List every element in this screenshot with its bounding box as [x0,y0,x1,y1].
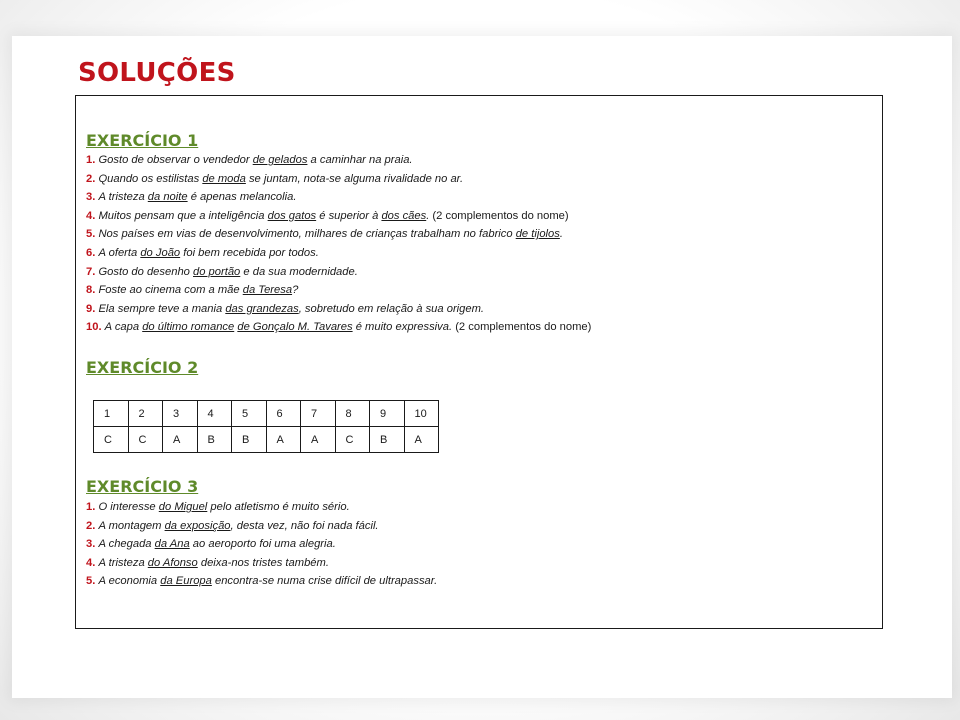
sentence-text: ? [292,284,299,297]
sentence-text: A capa [104,321,143,334]
sentence-number: 1. [86,154,99,166]
sentence-text: é muito expressiva. [352,321,453,334]
sentence-text: Ela sempre teve a mania [98,302,226,315]
sentence-text: A tristeza [98,191,148,204]
sentence-number: 9. [86,302,99,315]
exercise-2-heading: EXERCÍCIO 2 [86,358,199,377]
exercise-1-list [86,151,591,337]
answer-cell: C [94,427,129,453]
sentence-text: A chegada [98,538,155,551]
sentence-text: e da sua modernidade. [240,265,358,278]
sentence-text: ao aeroporto foi uma alegria. [189,538,336,551]
sentence-text: , sobretudo em relação à sua origem. [298,302,485,315]
sentence-number: 2. [86,519,99,532]
noun-complement: do João [140,246,181,259]
noun-complement: da noite [147,191,188,204]
sentence-line [86,572,437,591]
sentence-number: 8. [86,284,99,297]
noun-complement: da Europa [160,575,212,588]
sentence-text: A oferta [98,246,141,259]
sentence-number: 3. [86,191,99,204]
sentence-number: 4. [86,209,99,222]
sentence-number: 1. [86,501,99,513]
sentence-text: a caminhar na praia. [307,154,413,166]
sentence-line [86,244,591,263]
noun-complement: da Ana [154,538,190,551]
sentence-line [86,188,591,207]
sentence-number: 5. [86,228,99,241]
sentence-number: 2. [86,172,99,185]
answer-cell: A [266,427,301,453]
answer-cell: A [301,427,336,453]
sentence-text: foi bem recebida por todos. [180,246,319,259]
sentence-text: pelo atletismo é muito sério. [207,501,350,513]
sentence-text: Gosto do desenho [98,265,193,278]
sentence-text: A montagem [98,519,165,532]
question-number-cell: 4 [197,401,232,427]
sentence-text: Quando os estilistas [98,172,203,185]
sentence-text: (2 complementos do nome) [452,321,592,334]
sentence-number: 6. [86,246,99,259]
noun-complement: das grandezas [225,302,299,315]
exercise-1-heading: EXERCÍCIO 1 [86,131,199,150]
sentence-line [86,207,591,226]
question-number-cell: 6 [266,401,301,427]
noun-complement: de Gonçalo M. Tavares [237,321,353,334]
answer-cell: C [128,427,163,453]
question-number-cell: 9 [370,401,405,427]
answer-table-numbers-row [94,401,439,427]
sentence-text: Foste ao cinema com a mãe [98,284,243,297]
question-number-cell: 7 [301,401,336,427]
noun-complement: dos cães [381,209,427,222]
sentence-line [86,300,591,319]
answer-cell: B [232,427,267,453]
sentence-number: 7. [86,265,99,278]
answer-table-answers-row [94,427,439,453]
answer-table [93,400,439,453]
sentence-line [86,263,591,282]
answer-cell: A [404,427,439,453]
sentence-text: (2 complementos do nome) [429,209,569,222]
sentence-text: encontra-se numa crise difícil de ultrapassar. [211,575,438,588]
sentence-number: 4. [86,556,99,569]
sentence-line [86,535,437,554]
noun-complement: da Teresa [242,284,293,297]
sentence-text: Gosto de observar o vendedor [98,154,253,166]
sentence-text: . [426,209,430,222]
answer-cell: B [197,427,232,453]
answer-cell: B [370,427,405,453]
sentence-text: deixa-nos tristes também. [197,556,329,569]
noun-complement: de moda [202,172,246,185]
sentence-text: . [559,228,563,241]
sentence-text: , desta vez, não foi nada fácil. [230,519,379,532]
noun-complement: do Miguel [158,501,208,513]
sentence-line [86,151,591,170]
sentence-line [86,498,437,517]
sentence-line [86,170,591,189]
question-number-cell: 3 [163,401,198,427]
sentence-line [86,318,591,337]
noun-complement: do portão [193,265,241,278]
noun-complement: de tijolos [515,228,560,241]
question-number-cell: 2 [128,401,163,427]
exercise-3-heading: EXERCÍCIO 3 [86,477,199,496]
answer-cell: C [335,427,370,453]
sentence-line [86,517,437,536]
sentence-number: 10. [86,321,105,334]
sentence-text: O interesse [98,501,159,513]
sentence-line [86,225,591,244]
noun-complement: da exposição [164,519,231,532]
sentence-line [86,281,591,300]
sentence-text: Muitos pensam que a inteligência [98,209,268,222]
question-number-cell: 8 [335,401,370,427]
noun-complement: do Afonso [147,556,198,569]
page-title: SOLUÇÕES [78,58,236,88]
question-number-cell: 10 [404,401,439,427]
sentence-number: 3. [86,538,99,551]
question-number-cell: 5 [232,401,267,427]
question-number-cell: 1 [94,401,129,427]
sentence-text: A tristeza [98,556,148,569]
sentence-text: A economia [98,575,161,588]
sentence-text: Nos países em vias de desenvolvimento, milhares de crianças trabalham no fabrico [98,228,516,241]
sentence-text: é apenas melancolia. [187,191,297,204]
sentence-line [86,554,437,573]
noun-complement: de gelados [252,154,308,166]
sentence-number: 5. [86,575,99,588]
answer-cell: A [163,427,198,453]
sentence-text: é superior à [316,209,382,222]
noun-complement: dos gatos [267,209,317,222]
noun-complement: do último romance [142,321,235,334]
sentence-text: se juntam, nota-se alguma rivalidade no ar. [245,172,464,185]
exercise-3-list [86,498,437,591]
